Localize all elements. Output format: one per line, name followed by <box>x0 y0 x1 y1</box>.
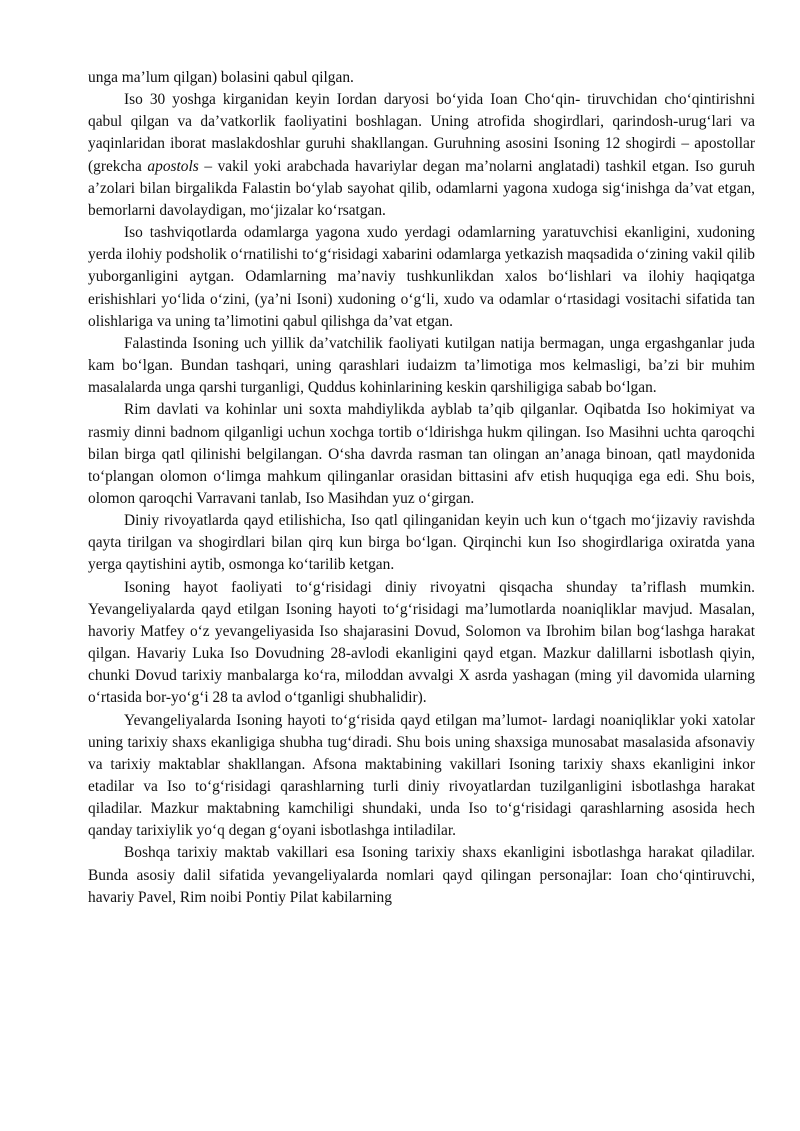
paragraph-rome: Rim davlati va kohinlar uni soxta mahdiylikda ayblab ta’qib qilganlar. Oqibatda Iso hokimiyat va rasmiy dinni badnom qilganligi uchun xochga tortib o‘ldirishga hukm qilingan. Iso Masihni uchta qaroqchi bilan birga qatl qilinishi belgilangan. O‘sha davrda rasman tan olingan an’anaga binoan, qatl maydonida to‘plangan olomon o‘limga mahkum qilinganlar orasidan bittasini afv etish huquqiga ega edi. Shu bois, olomon qaroqchi Varravani tanlab, Iso Masihdan yuz o‘girgan. <box>88 401 755 507</box>
paragraph-text: Iso 30 yoshga kirganidan keyin Iordan daryosi bo‘yida Ioan Cho‘qin- tiruvchidan cho‘qintirishni qabul qilgan va da’vatkorlik faoliyatini boshlagan. Uning atrofida shogirdlari, qarindosh-urug‘lari va yaqinlaridan iborat maslakdoshlar guruhi shakllangan. Guruhning asosini Isoning 12 shogirdi – apostollar (grekcha <box>88 91 755 175</box>
paragraph-palestine: Falastinda Isoning uch yillik da’vatchilik faoliyati kutilgan natija bermagan, unga ergashganlar juda kam bo‘lgan. Bundan tashqari, uning qarashlari iudaizm ta’limotiga mos kelmasligi, ba’zi bir muhim masalalarda unga qarshi turganligi, Quddus kohinlarining keskin qarshiligiga sabab bo‘lgan. <box>88 334 755 397</box>
paragraph-schools: Yevangeliyalarda Isoning hayoti to‘g‘risida qayd etilgan ma’lumot- lardagi noaniqliklar yoki xatolar uning tarixiy shaxs ekanligiga shubha tug‘diradi. Shu bois uning shaxsiga munosabat masalasida afsonaviy va tarixiy maktablar shakllangan. Afsona maktabining vakillari Isoning tarixiy shaxs ekanligini inkor etadilar va Iso to‘g‘risidagi qarashlarning turli diniy rivoyatlardan tuzilganligini isbotlashga harakat qiladilar. Mazkur maktabning kamchiligi shundaki, unda Iso to‘g‘risidagi qarashlarning asosida hech qanday tarixiylik yo‘q degan g‘oyani isbotlashga intiladilar. <box>88 711 755 840</box>
document-page <box>88 67 755 909</box>
paragraph-text: – vakil yoki arabchada havariylar degan ma’nolarni anglatadi) tashkil etgan. Iso guruh a’zolari bilan birgalikda Falastin bo‘ylab sayohat qilib, odamlarni yagona xudoga sig‘inishga da’vat etgan, bemorlarni davolaydigan, mo‘jizalar ko‘rsatgan. <box>88 157 755 219</box>
paragraph-preaching: Iso tashviqotlarda odamlarga yagona xudo yerdagi odamlarning yaratuvchisi ekanligini, xudoning yerda ilohiy podsholik o‘rnatilishi to‘g‘risidagi xabarini odamlarga yetkazish maqsadida o‘zining vakil qilib yuborganligini aytgan. Odamlarning ma’naviy tushkunlikdan xalos bo‘lishlari va ilohiy haqiqatga erishishlari yo‘lida o‘zini, (ya’ni Isoni) xudoning o‘g‘li, xudo va odamlar o‘rtasidagi vositachi sifatida tan olishlariga va uning ta’limotini qabul qilishga da’vat etgan. <box>88 224 755 330</box>
paragraph-life-account: Isoning hayot faoliyati to‘g‘risidagi diniy rivoyatni qisqacha shunday ta’riflash mumkin. Yevangeliyalarda qayd etilgan Isoning hayoti to‘g‘risidagi ma’lumotlarda noaniqliklar mavjud. Masalan, havoriy Matfey o‘z yevangeliyasida Iso shajarasini Dovud, Solomon va Ibrohim bilan bog‘lashga harakat qilgan. Havariy Luka Iso Dovudning 28-avlodi ekanligini qayd etgan. Mazkur dalillarni isbotlash qiyin, chunki Dovud tarixiy manbalarga ko‘ra, miloddan avvalgi X asrda yashagan (ming yil davomida ularning o‘rtasida bor-yo‘g‘i 28 ta avlod o‘tganligi shubhalidir). <box>88 578 755 707</box>
paragraph-continuation: unga ma’lum qilgan) bolasini qabul qilgan. <box>88 69 354 86</box>
paragraph-historical-school: Boshqa tarixiy maktab vakillari esa Isoning tarixiy shaxs ekanligini isbotlashga harakat qiladilar. Bunda asosiy dalil sifatida yevangeliyalarda nomlari qayd qilingan personajlar: Ioan cho‘qintiruvchi, havariy Pavel, Rim noibi Pontiy Pilat kabilarning <box>88 844 755 906</box>
paragraph-baptism <box>88 89 755 222</box>
paragraph-resurrection: Diniy rivoyatlarda qayd etilishicha, Iso qatl qilinganidan keyin uch kun o‘tgach mo‘jizaviy ravishda qayta tirilgan va shogirdlari bilan qirq kun birga bo‘lgan. Qirqinchi kun Iso shogirdlariga oxiratda yana yerga qaytishini aytib, osmonga ko‘tarilib ketgan. <box>88 512 755 574</box>
italic-term: apostols <box>147 157 199 175</box>
